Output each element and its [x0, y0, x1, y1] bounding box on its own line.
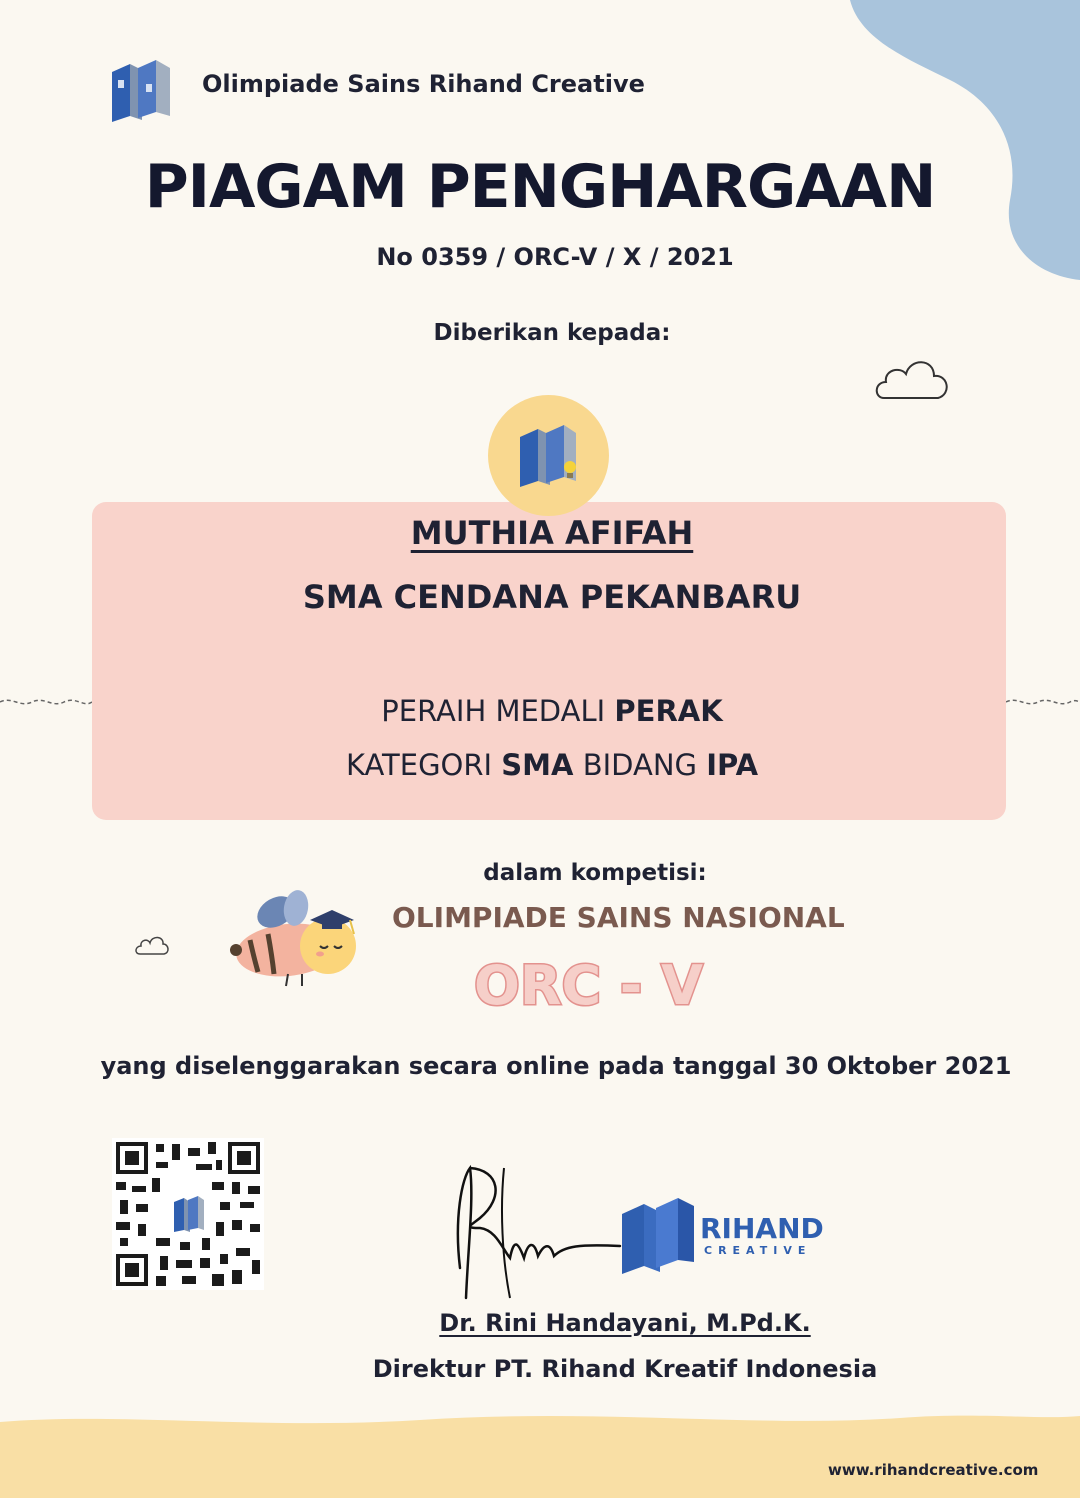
category-line	[0, 748, 1080, 782]
sand-wave-footer	[0, 1408, 1080, 1498]
field-prefix: BIDANG	[573, 748, 707, 782]
website-link[interactable]: www.rihandcreative.com	[828, 1461, 1039, 1479]
organizer-name: Olimpiade Sains Rihand Creative	[202, 70, 645, 98]
signer-title: Direktur PT. Rihand Kreatif Indonesia	[372, 1355, 878, 1383]
qr-code-icon	[112, 1138, 264, 1290]
competition-name: OLIMPIADE SAINS NASIONAL	[392, 901, 845, 934]
rh-bulb-logo-icon	[516, 423, 582, 489]
logo-emblem	[488, 395, 609, 516]
graduate-bee-illustration-icon	[228, 888, 364, 992]
signer-name: Dr. Rini Handayani, M.Pd.K.	[439, 1309, 811, 1337]
rh-cube-logo-icon	[108, 58, 174, 124]
competition-code-text: ORC - V	[474, 954, 703, 1017]
medal-line	[0, 694, 1080, 728]
competition-code-wordmark	[472, 948, 722, 1018]
medal-type: PERAK	[614, 694, 723, 728]
certificate-title: PIAGAM PENGHARGAAN	[144, 152, 936, 222]
field-value: IPA	[706, 748, 759, 782]
category-prefix: KATEGORI	[345, 748, 502, 782]
certificate-number: No 0359 / ORC-V / X / 2021	[376, 243, 734, 271]
category-value: SMA	[501, 748, 574, 782]
company-logo-subtext: CREATIVE	[704, 1244, 812, 1257]
recipient-school: SMA CENDANA PEKANBARU	[302, 578, 802, 616]
recipient-name: MUTHIA AFIFAH	[410, 514, 694, 552]
given-to-label: Diberikan kepada:	[433, 320, 671, 346]
competition-intro: dalam kompetisi:	[483, 860, 707, 886]
company-logo-text: RIHAND	[700, 1212, 824, 1245]
cloud-outline-icon	[872, 350, 952, 410]
small-cloud-icon	[134, 932, 170, 960]
event-description: yang diselenggarakan secara online pada tanggal 30 Oktober 2021	[100, 1052, 1012, 1080]
signature-scribble	[440, 1158, 640, 1308]
rihand-creative-logo	[620, 1196, 830, 1276]
medal-prefix: PERAIH MEDALI	[381, 694, 615, 728]
